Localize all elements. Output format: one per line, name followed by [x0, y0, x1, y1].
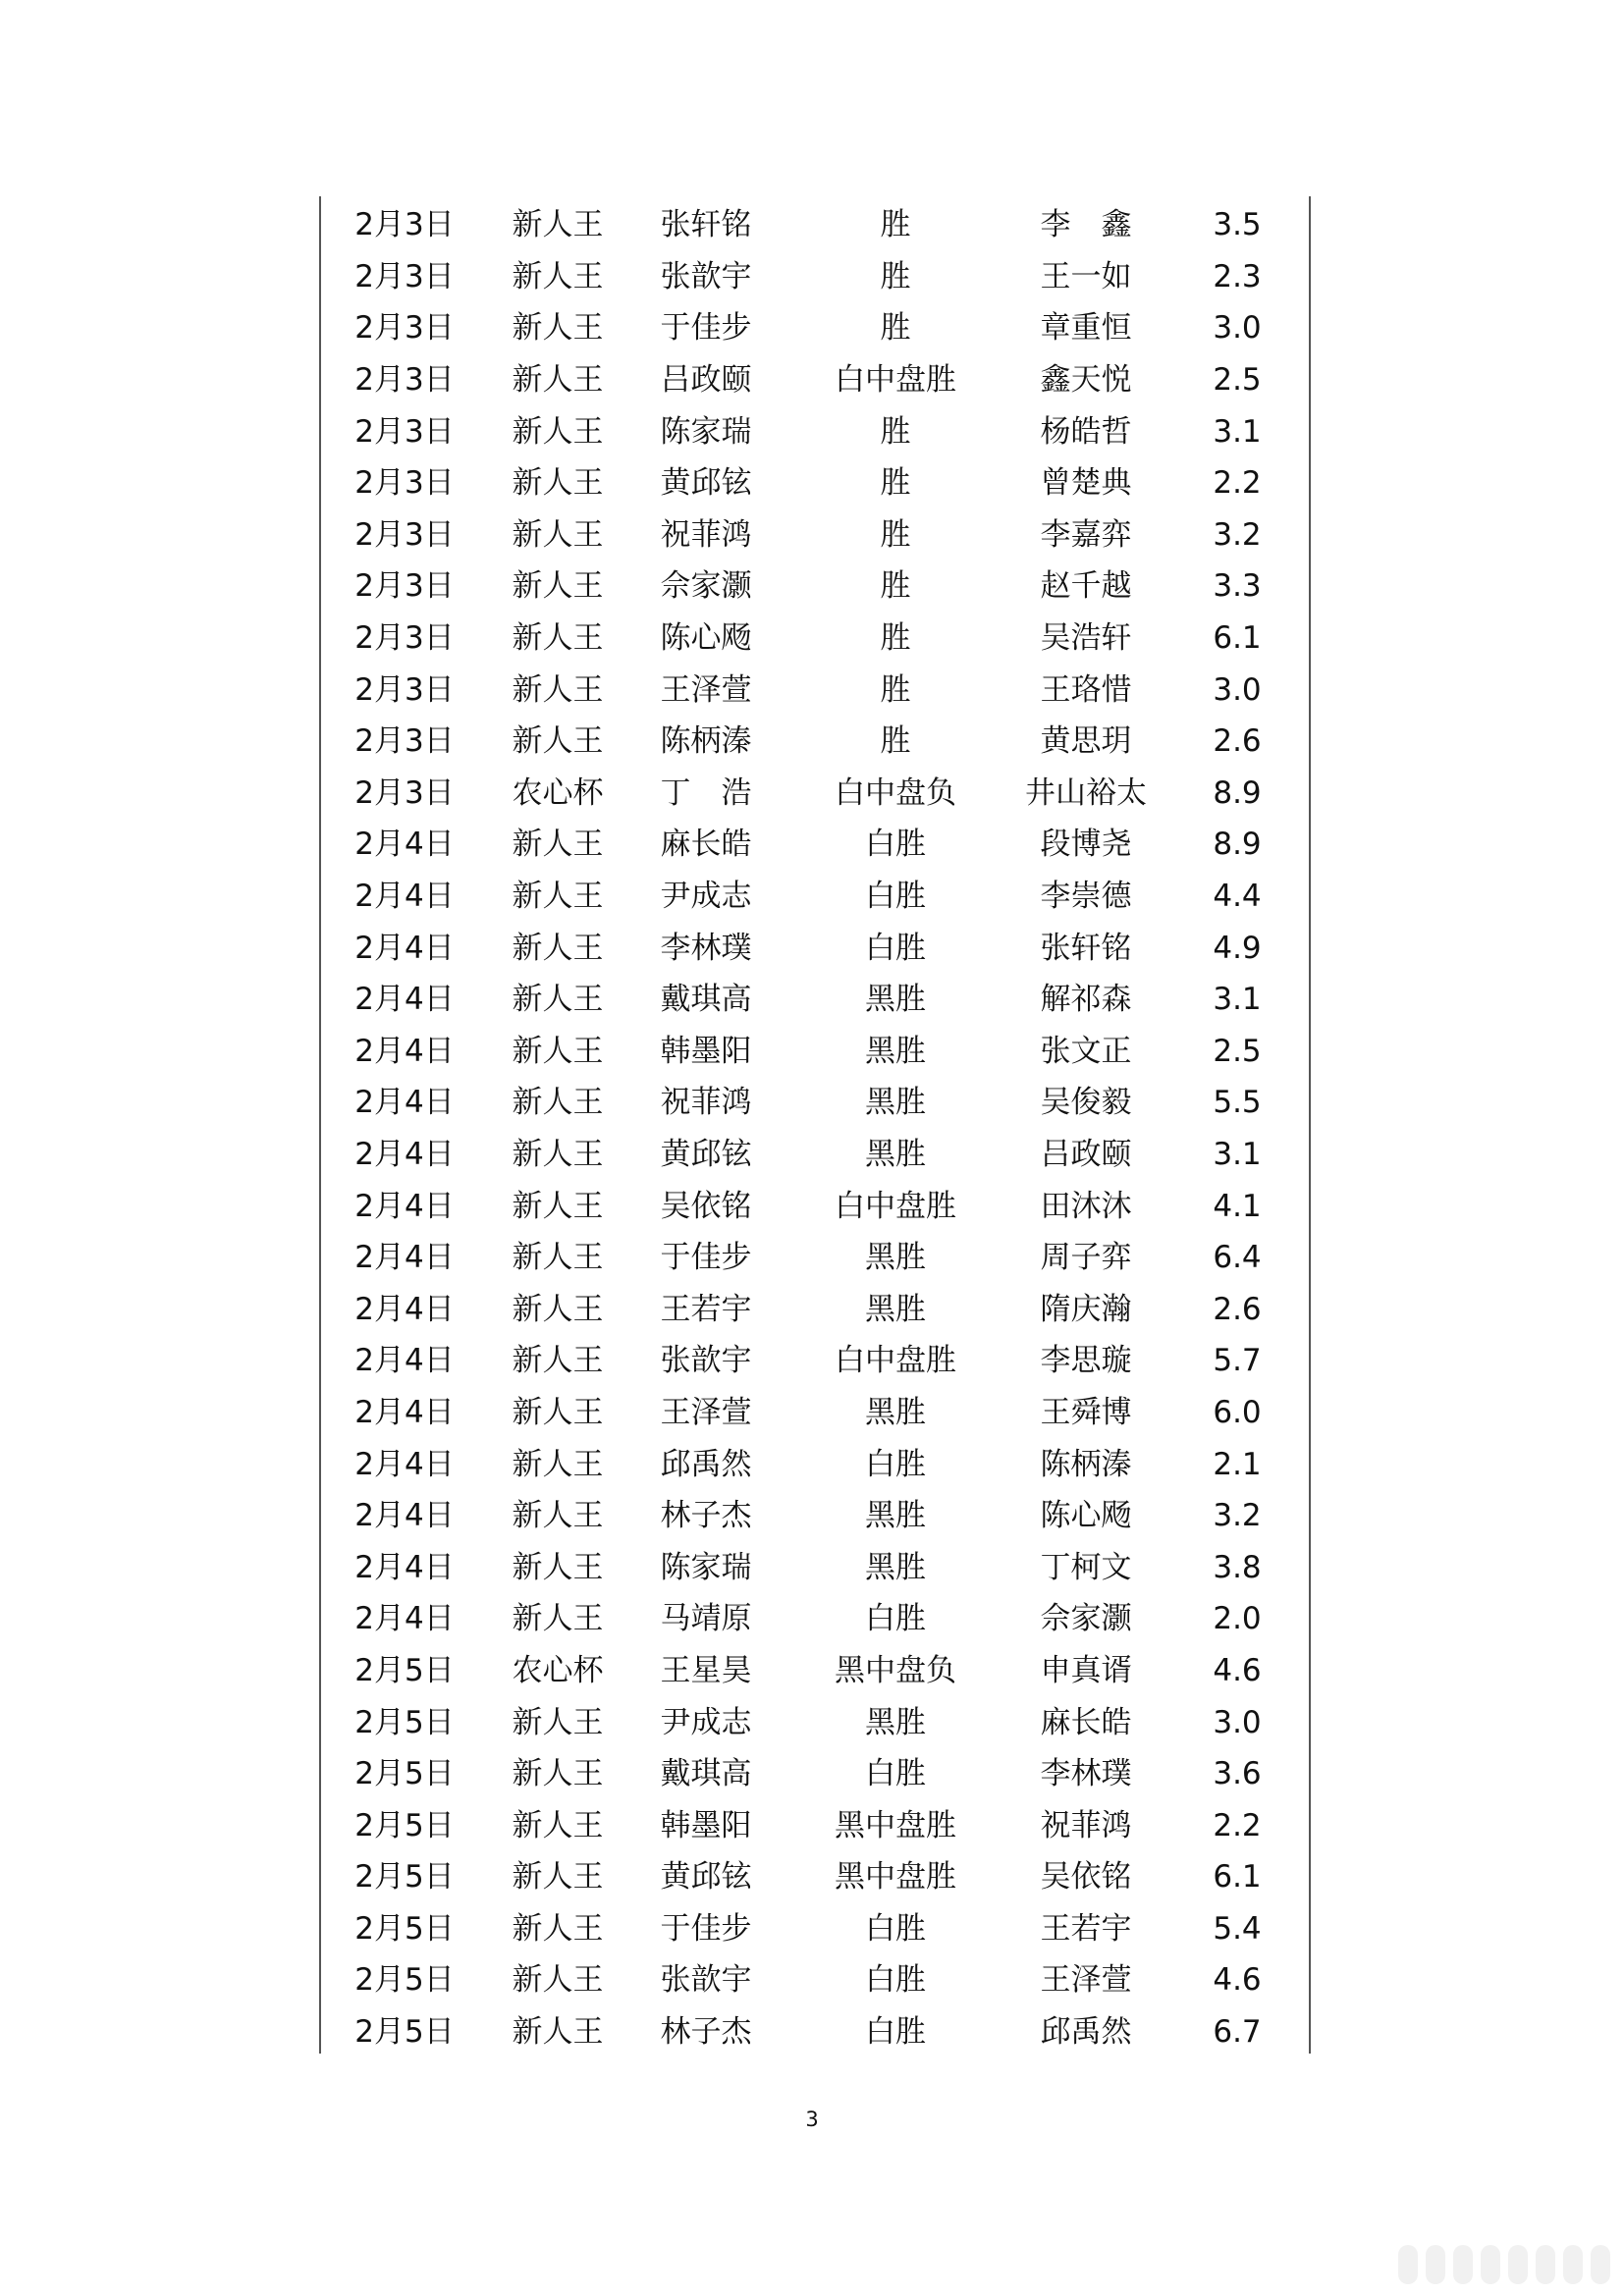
event-cell: 新人王 — [512, 2014, 604, 2051]
date-cell: 2月5日 — [354, 1807, 455, 1843]
player-cell: 佘家灏 — [660, 568, 752, 605]
opponent-cell: 鑫天悦 — [1040, 362, 1132, 399]
result-cell: 胜 — [880, 620, 911, 657]
margin-cell: 6.0 — [1213, 1394, 1262, 1430]
margin-cell: 2.2 — [1213, 465, 1262, 502]
event-cell: 农心杯 — [512, 1652, 604, 1688]
table-row — [321, 1438, 1309, 1490]
event-cell: 新人王 — [512, 1549, 604, 1585]
result-cell: 白中盘负 — [835, 774, 956, 811]
date-cell: 2月4日 — [354, 982, 455, 1018]
event-cell: 新人王 — [512, 1188, 604, 1224]
date-cell: 2月3日 — [354, 568, 455, 605]
player-cell: 于佳步 — [660, 310, 752, 347]
table-row — [321, 974, 1309, 1026]
opponent-cell: 王泽萱 — [1040, 1962, 1132, 1999]
date-cell: 2月5日 — [354, 1652, 455, 1688]
player-cell: 祝菲鸿 — [660, 1085, 752, 1121]
opponent-cell: 章重恒 — [1040, 310, 1132, 347]
date-cell: 2月4日 — [354, 1291, 455, 1327]
opponent-cell: 陈心飏 — [1040, 1498, 1132, 1534]
date-cell: 2月4日 — [354, 1033, 455, 1069]
opponent-cell: 李嘉弈 — [1040, 516, 1132, 553]
table-row — [321, 922, 1309, 974]
margin-cell: 3.5 — [1213, 207, 1262, 243]
table-row — [321, 1387, 1309, 1439]
bar — [1426, 2245, 1445, 2284]
result-cell: 胜 — [880, 258, 911, 294]
result-cell: 黑胜 — [865, 1240, 926, 1276]
event-cell: 新人王 — [512, 1704, 604, 1740]
margin-cell: 2.6 — [1213, 723, 1262, 760]
table-row — [321, 1283, 1309, 1335]
table-row — [321, 1954, 1309, 2006]
event-cell: 新人王 — [512, 258, 604, 294]
event-cell: 新人王 — [512, 310, 604, 347]
opponent-cell: 王珞惜 — [1040, 671, 1132, 708]
event-cell: 新人王 — [512, 671, 604, 708]
margin-cell: 3.0 — [1213, 671, 1262, 708]
player-cell: 陈柄溱 — [660, 723, 752, 760]
date-cell: 2月3日 — [354, 723, 455, 760]
bar — [1508, 2245, 1528, 2284]
date-cell: 2月3日 — [354, 516, 455, 553]
margin-cell: 4.6 — [1213, 1962, 1262, 1999]
table-row — [321, 1748, 1309, 1800]
result-cell: 黑中盘胜 — [835, 1859, 956, 1896]
event-cell: 新人王 — [512, 620, 604, 657]
result-cell: 白胜 — [865, 879, 926, 915]
table-row — [321, 1180, 1309, 1232]
margin-cell: 2.0 — [1213, 1601, 1262, 1637]
opponent-cell: 申真谞 — [1040, 1652, 1132, 1688]
opponent-cell: 黄思玥 — [1040, 723, 1132, 760]
event-cell: 新人王 — [512, 465, 604, 502]
event-cell: 新人王 — [512, 1033, 604, 1069]
player-cell: 王若宇 — [660, 1291, 752, 1327]
player-cell: 林子杰 — [660, 2014, 752, 2051]
date-cell: 2月4日 — [354, 1498, 455, 1534]
margin-cell: 2.5 — [1213, 362, 1262, 399]
opponent-cell: 佘家灏 — [1040, 1601, 1132, 1637]
player-cell: 尹成志 — [660, 1704, 752, 1740]
event-cell: 新人王 — [512, 1910, 604, 1947]
date-cell: 2月3日 — [354, 207, 455, 243]
player-cell: 李林璞 — [660, 930, 752, 966]
player-cell: 戴琪高 — [660, 982, 752, 1018]
result-cell: 胜 — [880, 568, 911, 605]
date-cell: 2月5日 — [354, 1704, 455, 1740]
event-cell: 新人王 — [512, 568, 604, 605]
opponent-cell: 曾楚典 — [1040, 465, 1132, 502]
opponent-cell: 隋庆瀚 — [1040, 1291, 1132, 1327]
result-cell: 白胜 — [865, 1601, 926, 1637]
event-cell: 新人王 — [512, 1859, 604, 1896]
opponent-cell: 吴依铭 — [1040, 1859, 1132, 1896]
result-cell: 黑胜 — [865, 1549, 926, 1585]
result-cell: 黑胜 — [865, 1136, 926, 1172]
player-cell: 尹成志 — [660, 879, 752, 915]
date-cell: 2月4日 — [354, 930, 455, 966]
event-cell: 新人王 — [512, 1756, 604, 1792]
result-cell: 白胜 — [865, 1910, 926, 1947]
player-cell: 吴依铭 — [660, 1188, 752, 1224]
bar — [1398, 2245, 1418, 2284]
opponent-cell: 赵千越 — [1040, 568, 1132, 605]
opponent-cell: 李林璞 — [1040, 1756, 1132, 1792]
result-cell: 黑胜 — [865, 1394, 926, 1430]
table-row — [321, 1490, 1309, 1542]
player-cell: 邱禹然 — [660, 1446, 752, 1482]
player-cell: 王泽萱 — [660, 1394, 752, 1430]
table-row — [321, 819, 1309, 871]
margin-cell: 3.0 — [1213, 1704, 1262, 1740]
event-cell: 新人王 — [512, 362, 604, 399]
margin-cell: 8.9 — [1213, 774, 1262, 811]
date-cell: 2月5日 — [354, 1962, 455, 1999]
margin-cell: 5.4 — [1213, 1910, 1262, 1947]
margin-cell: 4.9 — [1213, 930, 1262, 966]
event-cell: 新人王 — [512, 1394, 604, 1430]
player-cell: 麻长皓 — [660, 827, 752, 863]
results-table — [321, 199, 1309, 2057]
player-cell: 陈家瑞 — [660, 413, 752, 450]
opponent-cell: 李 鑫 — [1040, 207, 1132, 243]
date-cell: 2月4日 — [354, 1601, 455, 1637]
table-row — [321, 405, 1309, 457]
event-cell: 新人王 — [512, 1240, 604, 1276]
margin-cell: 3.3 — [1213, 568, 1262, 605]
result-cell: 白胜 — [865, 1962, 926, 1999]
result-cell: 白胜 — [865, 1756, 926, 1792]
margin-cell: 3.1 — [1213, 982, 1262, 1018]
player-cell: 丁 浩 — [660, 774, 752, 811]
margin-cell: 2.1 — [1213, 1446, 1262, 1482]
table-row — [321, 354, 1309, 406]
result-cell: 白中盘胜 — [835, 362, 956, 399]
player-cell: 黄邱铉 — [660, 465, 752, 502]
opponent-cell: 陈柄溱 — [1040, 1446, 1132, 1482]
margin-cell: 6.7 — [1213, 2014, 1262, 2051]
date-cell: 2月3日 — [354, 413, 455, 450]
margin-cell: 4.6 — [1213, 1652, 1262, 1688]
date-cell: 2月4日 — [354, 1136, 455, 1172]
event-cell: 新人王 — [512, 879, 604, 915]
date-cell: 2月3日 — [354, 620, 455, 657]
margin-cell: 3.1 — [1213, 413, 1262, 450]
date-cell: 2月3日 — [354, 774, 455, 811]
date-cell: 2月4日 — [354, 1549, 455, 1585]
margin-cell: 5.5 — [1213, 1085, 1262, 1121]
margin-cell: 3.2 — [1213, 516, 1262, 553]
event-cell: 新人王 — [512, 1498, 604, 1534]
result-cell: 胜 — [880, 671, 911, 708]
table-row — [321, 2006, 1309, 2058]
table-row — [321, 251, 1309, 303]
date-cell: 2月4日 — [354, 1446, 455, 1482]
date-cell: 2月3日 — [354, 258, 455, 294]
opponent-cell: 吕政颐 — [1040, 1136, 1132, 1172]
margin-cell: 3.2 — [1213, 1498, 1262, 1534]
event-cell: 新人王 — [512, 207, 604, 243]
result-cell: 黑中盘胜 — [835, 1807, 956, 1843]
opponent-cell: 王一如 — [1040, 258, 1132, 294]
opponent-cell: 王若宇 — [1040, 1910, 1132, 1947]
table-row — [321, 1129, 1309, 1181]
player-cell: 陈家瑞 — [660, 1549, 752, 1585]
player-cell: 于佳步 — [660, 1240, 752, 1276]
bar — [1481, 2245, 1500, 2284]
player-cell: 陈心飏 — [660, 620, 752, 657]
table-row — [321, 1335, 1309, 1387]
event-cell: 新人王 — [512, 827, 604, 863]
results-body — [321, 199, 1309, 2057]
player-cell: 马靖原 — [660, 1601, 752, 1637]
player-cell: 林子杰 — [660, 1498, 752, 1534]
result-cell: 黑胜 — [865, 1291, 926, 1327]
margin-cell: 6.4 — [1213, 1240, 1262, 1276]
table-row — [321, 1026, 1309, 1078]
opponent-cell: 张轩铭 — [1040, 930, 1132, 966]
player-cell: 黄邱铉 — [660, 1859, 752, 1896]
player-cell: 张歆宇 — [660, 258, 752, 294]
table-row — [321, 509, 1309, 561]
bar — [1536, 2245, 1555, 2284]
player-cell: 韩墨阳 — [660, 1033, 752, 1069]
result-cell: 白胜 — [865, 2014, 926, 2051]
margin-cell: 3.1 — [1213, 1136, 1262, 1172]
margin-cell: 4.4 — [1213, 879, 1262, 915]
opponent-cell: 李思璇 — [1040, 1343, 1132, 1379]
event-cell: 新人王 — [512, 1136, 604, 1172]
event-cell: 新人王 — [512, 1085, 604, 1121]
margin-cell: 6.1 — [1213, 1859, 1262, 1896]
date-cell: 2月5日 — [354, 2014, 455, 2051]
opponent-cell: 杨皓哲 — [1040, 413, 1132, 450]
table-row — [321, 1232, 1309, 1284]
player-cell: 张轩铭 — [660, 207, 752, 243]
result-cell: 黑胜 — [865, 1498, 926, 1534]
result-cell: 胜 — [880, 413, 911, 450]
bars-logo — [1398, 2245, 1610, 2284]
table-row — [321, 1593, 1309, 1645]
player-cell: 于佳步 — [660, 1910, 752, 1947]
opponent-cell: 丁柯文 — [1040, 1549, 1132, 1585]
result-cell: 胜 — [880, 465, 911, 502]
opponent-cell: 吴俊毅 — [1040, 1085, 1132, 1121]
opponent-cell: 解祁森 — [1040, 982, 1132, 1018]
result-cell: 白胜 — [865, 930, 926, 966]
margin-cell: 3.8 — [1213, 1549, 1262, 1585]
margin-cell: 2.5 — [1213, 1033, 1262, 1069]
table-row — [321, 302, 1309, 354]
opponent-cell: 周子弈 — [1040, 1240, 1132, 1276]
margin-cell: 5.7 — [1213, 1343, 1262, 1379]
margin-cell: 2.6 — [1213, 1291, 1262, 1327]
margin-cell: 4.1 — [1213, 1188, 1262, 1224]
opponent-cell: 张文正 — [1040, 1033, 1132, 1069]
event-cell: 新人王 — [512, 1601, 604, 1637]
event-cell: 新人王 — [512, 1291, 604, 1327]
margin-cell: 8.9 — [1213, 827, 1262, 863]
event-cell: 新人王 — [512, 982, 604, 1018]
date-cell: 2月5日 — [354, 1756, 455, 1792]
table-row — [321, 1645, 1309, 1697]
date-cell: 2月3日 — [354, 362, 455, 399]
table-row — [321, 561, 1309, 613]
player-cell: 张歆宇 — [660, 1343, 752, 1379]
date-cell: 2月4日 — [354, 1343, 455, 1379]
table-row — [321, 1799, 1309, 1851]
result-cell: 白中盘胜 — [835, 1343, 956, 1379]
result-cell: 黑中盘负 — [835, 1652, 956, 1688]
date-cell: 2月4日 — [354, 1188, 455, 1224]
player-cell: 祝菲鸿 — [660, 516, 752, 553]
opponent-cell: 李崇德 — [1040, 879, 1132, 915]
result-cell: 黑胜 — [865, 1704, 926, 1740]
player-cell: 王泽萱 — [660, 671, 752, 708]
date-cell: 2月4日 — [354, 1394, 455, 1430]
player-cell: 戴琪高 — [660, 1756, 752, 1792]
opponent-cell: 王舜博 — [1040, 1394, 1132, 1430]
result-cell: 黑胜 — [865, 1033, 926, 1069]
result-cell: 胜 — [880, 310, 911, 347]
result-cell: 黑胜 — [865, 982, 926, 1018]
player-cell: 王星昊 — [660, 1652, 752, 1688]
result-cell: 黑胜 — [865, 1085, 926, 1121]
event-cell: 新人王 — [512, 1962, 604, 1999]
date-cell: 2月5日 — [354, 1910, 455, 1947]
event-cell: 农心杯 — [512, 774, 604, 811]
margin-cell: 3.0 — [1213, 310, 1262, 347]
result-cell: 白胜 — [865, 827, 926, 863]
opponent-cell: 吴浩轩 — [1040, 620, 1132, 657]
opponent-cell: 麻长皓 — [1040, 1704, 1132, 1740]
opponent-cell: 段博尧 — [1040, 827, 1132, 863]
margin-cell: 2.3 — [1213, 258, 1262, 294]
table-row — [321, 768, 1309, 820]
event-cell: 新人王 — [512, 516, 604, 553]
result-cell: 胜 — [880, 723, 911, 760]
event-cell: 新人王 — [512, 413, 604, 450]
result-cell: 白中盘胜 — [835, 1188, 956, 1224]
result-cell: 白胜 — [865, 1446, 926, 1482]
date-cell: 2月5日 — [354, 1859, 455, 1896]
event-cell: 新人王 — [512, 723, 604, 760]
table-row — [321, 1903, 1309, 1955]
date-cell: 2月3日 — [354, 465, 455, 502]
table-row — [321, 613, 1309, 665]
table-row — [321, 1541, 1309, 1593]
event-cell: 新人王 — [512, 1343, 604, 1379]
table-row — [321, 199, 1309, 251]
date-cell: 2月4日 — [354, 879, 455, 915]
player-cell: 黄邱铉 — [660, 1136, 752, 1172]
table-row — [321, 716, 1309, 768]
date-cell: 2月3日 — [354, 671, 455, 708]
result-cell: 胜 — [880, 207, 911, 243]
player-cell: 韩墨阳 — [660, 1807, 752, 1843]
bar — [1591, 2245, 1610, 2284]
result-cell: 胜 — [880, 516, 911, 553]
bar — [1563, 2245, 1583, 2284]
margin-cell: 6.1 — [1213, 620, 1262, 657]
table-row — [321, 1077, 1309, 1129]
player-cell: 张歆宇 — [660, 1962, 752, 1999]
opponent-cell: 邱禹然 — [1040, 2014, 1132, 2051]
bar — [1453, 2245, 1473, 2284]
page-number: 3 — [805, 2108, 819, 2131]
opponent-cell: 井山裕太 — [1025, 774, 1147, 811]
table-row — [321, 1851, 1309, 1903]
event-cell: 新人王 — [512, 930, 604, 966]
player-cell: 吕政颐 — [660, 362, 752, 399]
opponent-cell: 祝菲鸿 — [1040, 1807, 1132, 1843]
margin-cell: 3.6 — [1213, 1756, 1262, 1792]
date-cell: 2月4日 — [354, 1085, 455, 1121]
date-cell: 2月4日 — [354, 827, 455, 863]
date-cell: 2月4日 — [354, 1240, 455, 1276]
table-row — [321, 1696, 1309, 1748]
table-row — [321, 871, 1309, 923]
event-cell: 新人王 — [512, 1446, 604, 1482]
event-cell: 新人王 — [512, 1807, 604, 1843]
margin-cell: 2.2 — [1213, 1807, 1262, 1843]
table-row — [321, 664, 1309, 716]
table-row — [321, 457, 1309, 509]
date-cell: 2月3日 — [354, 310, 455, 347]
opponent-cell: 田沐沐 — [1040, 1188, 1132, 1224]
